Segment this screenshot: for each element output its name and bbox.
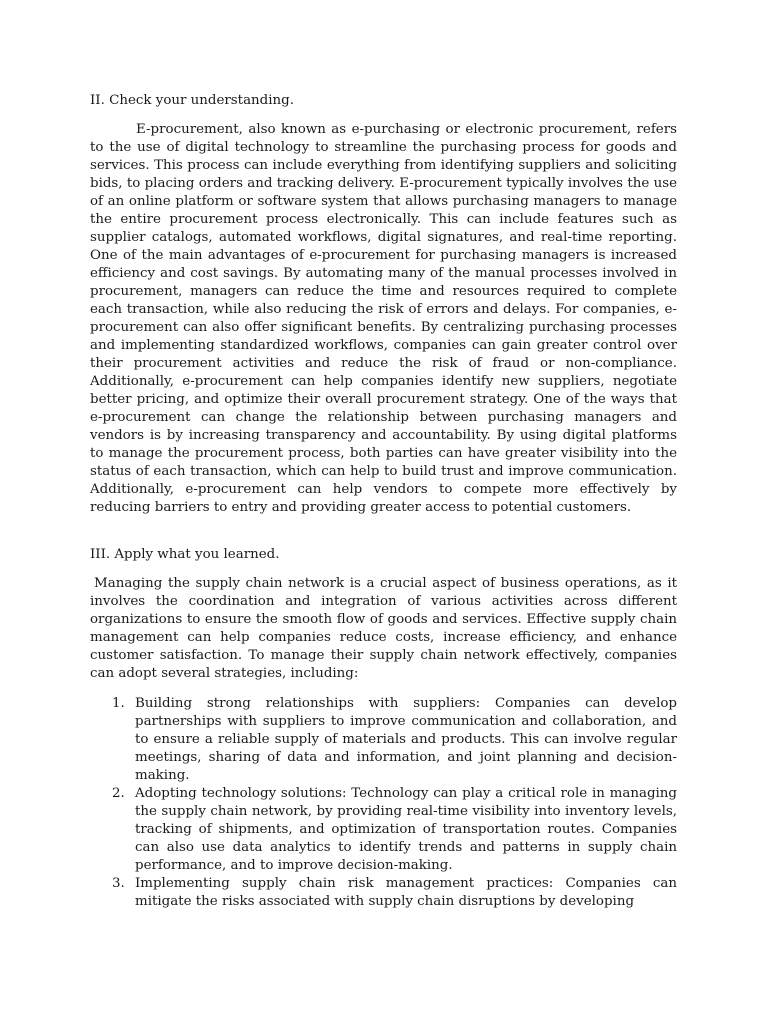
section-spacer	[90, 517, 677, 546]
strategies-list	[90, 695, 677, 911]
list-item	[90, 875, 677, 911]
supply-chain-intro-paragraph: Managing the supply chain network is a crucial aspect of business operations, as it involves the coordination and integration of various activities across different organizations to ensure the smooth flow of goods and services. Effective supply chain management can help companies reduce costs, increase efficiency, and enhance customer satisfaction. To manage their supply chain network effectively, companies can adopt several strategies, including:	[90, 576, 677, 681]
list-item-text: Building strong relationships with suppliers: Companies can develop partnerships with suppliers to improve communication and collaboration, and to ensure a reliable supply of materials and products. This can involve regular meetings, sharing of data and information, and joint planning and decision-making.	[135, 696, 677, 783]
list-item-text: Adopting technology solutions: Technology can play a critical role in managing the supply chain network, by providing real-time visibility into inventory levels, tracking of shipments, and optimization of transportation routes. Companies can also use data analytics to identify trends and patterns in supply chain performance, and to improve decision-making.	[135, 786, 677, 873]
list-item-number: 1.	[112, 696, 125, 711]
document-page	[90, 92, 677, 911]
list-item	[90, 785, 677, 875]
list-item	[90, 695, 677, 785]
eprocurement-paragraph: E-procurement, also known as e-purchasing or electronic procurement, refers to the use of digital technology to streamline the purchasing process for goods and services. This process can include everything from identifying suppliers and soliciting bids, to placing orders and tracking delivery. E-procurement typically involves the use of an online platform or software system that allows purchasing managers to manage the entire procurement process electronically. This can include features such as supplier catalogs, automated workflows, digital signatures, and real-time reporting. One of the main advantages of e-procurement for purchasing managers is increased efficiency and cost savings. By automating many of the manual processes involved in procurement, managers can reduce the time and resources required to complete each transaction, while also reducing the risk of errors and delays. For companies, e-procurement can also offer significant benefits. By centralizing purchasing processes and implementing standardized workflows, companies can gain greater control over their procurement activities and reduce the risk of fraud or non-compliance. Additionally, e-procurement can help companies identify new suppliers, negotiate better pricing, and optimize their overall procurement strategy. One of the ways that e-procurement can change the relationship between purchasing managers and vendors is by increasing transparency and accountability. By using digital platforms to manage the procurement process, both parties can have greater visibility into the status of each transaction, which can help to build trust and improve communication. Additionally, e-procurement can help vendors to compete more effectively by reducing barriers to entry and providing greater access to potential customers.	[90, 122, 677, 515]
list-item-number: 2.	[112, 786, 125, 801]
section-heading-check-understanding: II. Check your understanding.	[90, 93, 294, 108]
section-heading-apply-learned: III. Apply what you learned.	[90, 547, 280, 562]
list-item-text: Implementing supply chain risk management practices: Companies can mitigate the risks associated with supply chain disruptions by developing	[135, 876, 677, 909]
list-item-number: 3.	[112, 876, 125, 891]
